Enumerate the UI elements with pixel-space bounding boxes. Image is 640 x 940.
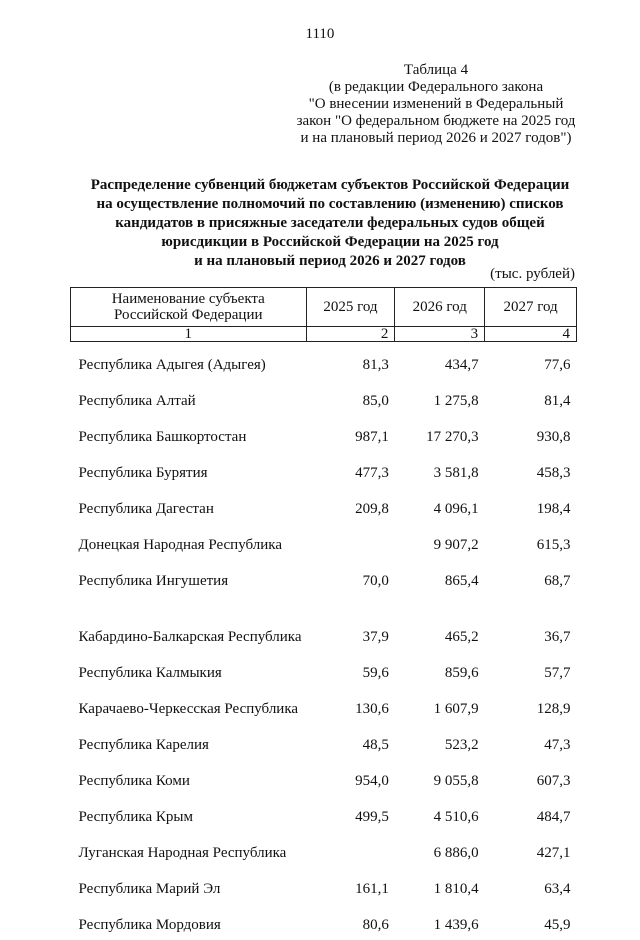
value-2027-cell: 930,8: [485, 416, 577, 452]
units-label: (тыс. рублей): [470, 266, 575, 283]
table-row: [71, 560, 577, 596]
title-line: юрисдикции в Российской Федерации на 2025 год: [60, 233, 600, 252]
region-name-cell: Луганская Народная Республика: [71, 832, 307, 868]
value-2027-cell: 68,7: [485, 560, 577, 596]
table-row: [71, 724, 577, 760]
region-name-cell: Республика Коми: [71, 760, 307, 796]
value-2027-cell: 77,6: [485, 342, 577, 381]
table-row: [71, 452, 577, 488]
column-number: 3: [395, 327, 485, 342]
region-name-cell: Республика Мордовия: [71, 904, 307, 940]
table-body: [71, 342, 577, 940]
value-2025-cell: [306, 832, 395, 868]
region-name-cell: Кабардино-Балкарская Республика: [71, 596, 307, 652]
region-name-cell: Республика Башкортостан: [71, 416, 307, 452]
table-row: [71, 760, 577, 796]
region-name-cell: Республика Дагестан: [71, 488, 307, 524]
column-header-2025: 2025 год: [306, 288, 395, 327]
title-line: Распределение субвенций бюджетам субъектов Российской Федерации: [60, 176, 600, 195]
table-row: [71, 796, 577, 832]
value-2025-cell: 59,6: [306, 652, 395, 688]
region-name-cell: Республика Калмыкия: [71, 652, 307, 688]
region-name-cell: Республика Крым: [71, 796, 307, 832]
value-2027-cell: 607,3: [485, 760, 577, 796]
column-number-row: [71, 327, 577, 342]
table-row: [71, 652, 577, 688]
column-header-2026: 2026 год: [395, 288, 485, 327]
table-row: [71, 488, 577, 524]
value-2026-cell: 434,7: [395, 342, 485, 381]
table-row: [71, 524, 577, 560]
value-2026-cell: 4 096,1: [395, 488, 485, 524]
table-row: [71, 416, 577, 452]
value-2025-cell: 499,5: [306, 796, 395, 832]
value-2025-cell: 130,6: [306, 688, 395, 724]
title-line: на осуществление полномочий по составлению (изменению) списков: [60, 195, 600, 214]
annotation-line: (в редакции Федерального закона: [286, 79, 586, 96]
value-2026-cell: 4 510,6: [395, 796, 485, 832]
region-name-cell: Карачаево-Черкесская Республика: [71, 688, 307, 724]
table-header-row: [71, 288, 577, 327]
value-2027-cell: 57,7: [485, 652, 577, 688]
region-name-cell: Республика Марий Эл: [71, 868, 307, 904]
region-name-cell: Республика Адыгея (Адыгея): [71, 342, 307, 381]
column-header-region: Наименование субъекта Российской Федерации: [71, 288, 307, 327]
value-2027-cell: 615,3: [485, 524, 577, 560]
value-2025-cell: 477,3: [306, 452, 395, 488]
value-2027-cell: 47,3: [485, 724, 577, 760]
value-2026-cell: 9 055,8: [395, 760, 485, 796]
value-2027-cell: 63,4: [485, 868, 577, 904]
value-2026-cell: 859,6: [395, 652, 485, 688]
value-2025-cell: 161,1: [306, 868, 395, 904]
value-2026-cell: 1 439,6: [395, 904, 485, 940]
value-2027-cell: 45,9: [485, 904, 577, 940]
value-2027-cell: 484,7: [485, 796, 577, 832]
value-2025-cell: 48,5: [306, 724, 395, 760]
table-row: [71, 596, 577, 652]
column-number: 1: [71, 327, 307, 342]
annotation-line: "О внесении изменений в Федеральный: [286, 96, 586, 113]
table-row: [71, 688, 577, 724]
table-row: [71, 904, 577, 940]
value-2026-cell: 865,4: [395, 560, 485, 596]
value-2026-cell: 465,2: [395, 596, 485, 652]
value-2027-cell: 427,1: [485, 832, 577, 868]
region-name-cell: Республика Ингушетия: [71, 560, 307, 596]
value-2025-cell: 85,0: [306, 380, 395, 416]
value-2025-cell: 80,6: [306, 904, 395, 940]
column-number: 2: [306, 327, 395, 342]
annotation-line: закон "О федеральном бюджете на 2025 год: [286, 113, 586, 130]
value-2025-cell: 37,9: [306, 596, 395, 652]
value-2025-cell: [306, 524, 395, 560]
value-2026-cell: 6 886,0: [395, 832, 485, 868]
table-row: [71, 832, 577, 868]
value-2027-cell: 36,7: [485, 596, 577, 652]
value-2027-cell: 81,4: [485, 380, 577, 416]
value-2026-cell: 17 270,3: [395, 416, 485, 452]
region-name-cell: Республика Бурятия: [71, 452, 307, 488]
value-2025-cell: 81,3: [306, 342, 395, 381]
region-name-cell: Республика Алтай: [71, 380, 307, 416]
value-2025-cell: 70,0: [306, 560, 395, 596]
value-2026-cell: 1 275,8: [395, 380, 485, 416]
region-name-cell: Республика Карелия: [71, 724, 307, 760]
table-row: [71, 342, 577, 381]
value-2026-cell: 1 810,4: [395, 868, 485, 904]
value-2026-cell: 1 607,9: [395, 688, 485, 724]
region-name-cell: Донецкая Народная Республика: [71, 524, 307, 560]
column-header-2027: 2027 год: [485, 288, 577, 327]
document-title: [60, 176, 600, 271]
annotation-line: и на плановый период 2026 и 2027 годов"): [286, 130, 586, 147]
value-2025-cell: 987,1: [306, 416, 395, 452]
value-2025-cell: 209,8: [306, 488, 395, 524]
value-2026-cell: 523,2: [395, 724, 485, 760]
table-row: [71, 868, 577, 904]
column-number: 4: [485, 327, 577, 342]
table-annotation: [286, 62, 586, 147]
title-line: кандидатов в присяжные заседатели федеральных судов общей: [60, 214, 600, 233]
subventions-table: [70, 287, 577, 940]
title-line: и на плановый период 2026 и 2027 годов: [60, 252, 600, 271]
value-2027-cell: 198,4: [485, 488, 577, 524]
annotation-line: Таблица 4: [286, 62, 586, 79]
value-2026-cell: 3 581,8: [395, 452, 485, 488]
page-number: 1110: [0, 26, 640, 43]
value-2027-cell: 458,3: [485, 452, 577, 488]
value-2027-cell: 128,9: [485, 688, 577, 724]
value-2025-cell: 954,0: [306, 760, 395, 796]
value-2026-cell: 9 907,2: [395, 524, 485, 560]
table-row: [71, 380, 577, 416]
